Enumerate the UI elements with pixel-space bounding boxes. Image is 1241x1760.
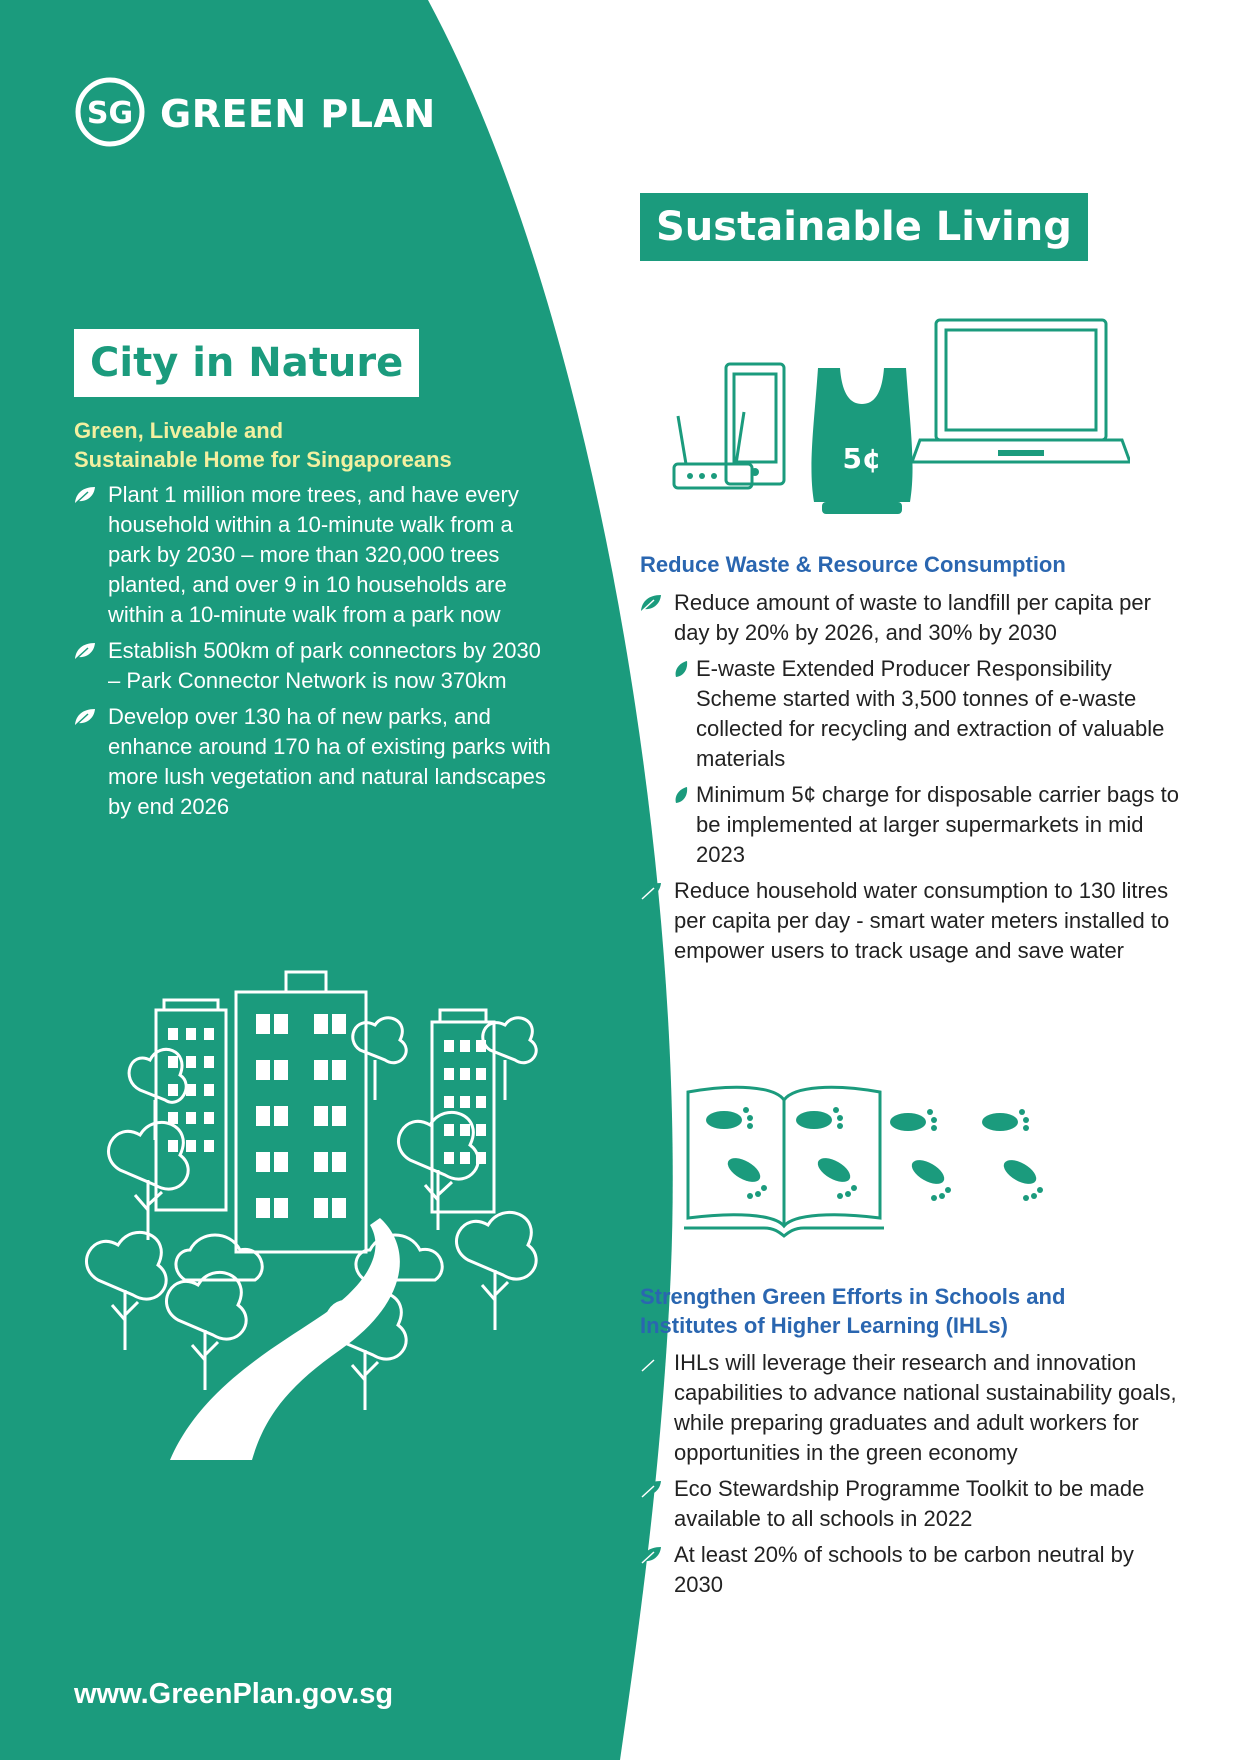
city-in-nature-subtitle <box>74 416 574 474</box>
list-item <box>640 876 1180 966</box>
sub-list-item-text: Minimum 5¢ charge for disposable carrier bags to be implemented at larger supermarkets in mid 2023 <box>696 782 1180 867</box>
bag-price-label: 5¢ <box>842 442 882 475</box>
leaf-icon <box>74 708 96 726</box>
footer-url[interactable]: www.GreenPlan.gov.sg <box>74 1678 394 1710</box>
leaf-icon <box>640 1546 662 1564</box>
logo-text: GREEN PLAN <box>160 92 436 136</box>
city-in-nature-title: City in Nature <box>74 329 419 397</box>
list-item-text: Reduce amount of waste to landfill per capita per day by 20% by 2026, and 30% by 2030 <box>674 590 1151 645</box>
list-item-text: Establish 500km of park connectors by 2030 – Park Connector Network is now 370km <box>108 638 541 693</box>
list-item-text: At least 20% of schools to be carbon neutral by 2030 <box>674 1542 1134 1597</box>
leaf-icon <box>74 486 96 504</box>
sub-list-item <box>674 654 1180 774</box>
leaf-icon <box>640 1354 662 1372</box>
schools-heading-line-1: Strengthen Green Efforts in Schools and <box>640 1284 1066 1309</box>
list-item-text: Plant 1 million more trees, and have every household within a 10-minute walk from a park by 2030 – more than 320,000 trees planted, and over 9 in 10 households are within a 10-minute walk from a park now <box>108 482 519 627</box>
sub-list-item-text: E-waste Extended Producer Responsibility Scheme started with 3,500 tonnes of e-waste collected for recycling and extraction of valuable materials <box>696 656 1165 771</box>
list-item <box>640 588 1180 870</box>
logo-initials: SG <box>86 96 134 131</box>
reduce-waste-heading: Reduce Waste & Resource Consumption <box>640 552 1066 577</box>
subtitle-line-1: Green, Liveable and <box>74 418 284 443</box>
list-item <box>74 636 554 696</box>
list-item-text: Develop over 130 ha of new parks, and enhance around 170 ha of existing parks with more lush vegetation and natural landscapes by end 2026 <box>108 704 551 819</box>
devices-and-bag-icon <box>670 316 1130 526</box>
small-leaf-icon <box>674 786 688 804</box>
list-item <box>640 1474 1180 1534</box>
small-leaf-icon <box>674 660 688 678</box>
leaf-icon <box>640 882 662 900</box>
sub-list <box>674 654 1180 870</box>
city-in-nature-list <box>74 480 554 828</box>
list-item <box>640 1348 1180 1468</box>
reduce-waste-list <box>640 588 1180 972</box>
list-item-text: Eco Stewardship Programme Toolkit to be made available to all schools in 2022 <box>674 1476 1145 1531</box>
leaf-icon <box>74 642 96 660</box>
list-item <box>74 702 554 822</box>
schools-list <box>640 1348 1180 1606</box>
leaf-icon <box>640 1480 662 1498</box>
book-footprints-icon <box>684 1080 1084 1240</box>
schools-heading <box>640 1282 1200 1340</box>
leaf-icon <box>640 594 662 612</box>
list-item-text: Reduce household water consumption to 130 litres per capita per day - smart water meters installed to empower users to track usage and save water <box>674 878 1170 963</box>
city-park-illustration-icon <box>70 960 570 1460</box>
list-item <box>640 1540 1180 1600</box>
sg-logo-icon <box>74 76 146 148</box>
schools-heading-line-2: Institutes of Higher Learning (IHLs) <box>640 1313 1008 1338</box>
sub-list-item <box>674 780 1180 870</box>
sustainable-living-title: Sustainable Living <box>640 193 1088 261</box>
subtitle-line-2: Sustainable Home for Singaporeans <box>74 447 452 472</box>
list-item-text: IHLs will leverage their research and innovation capabilities to advance national sustainability goals, while preparing graduates and adult workers for opportunities in the green economy <box>674 1350 1177 1465</box>
list-item <box>74 480 554 630</box>
